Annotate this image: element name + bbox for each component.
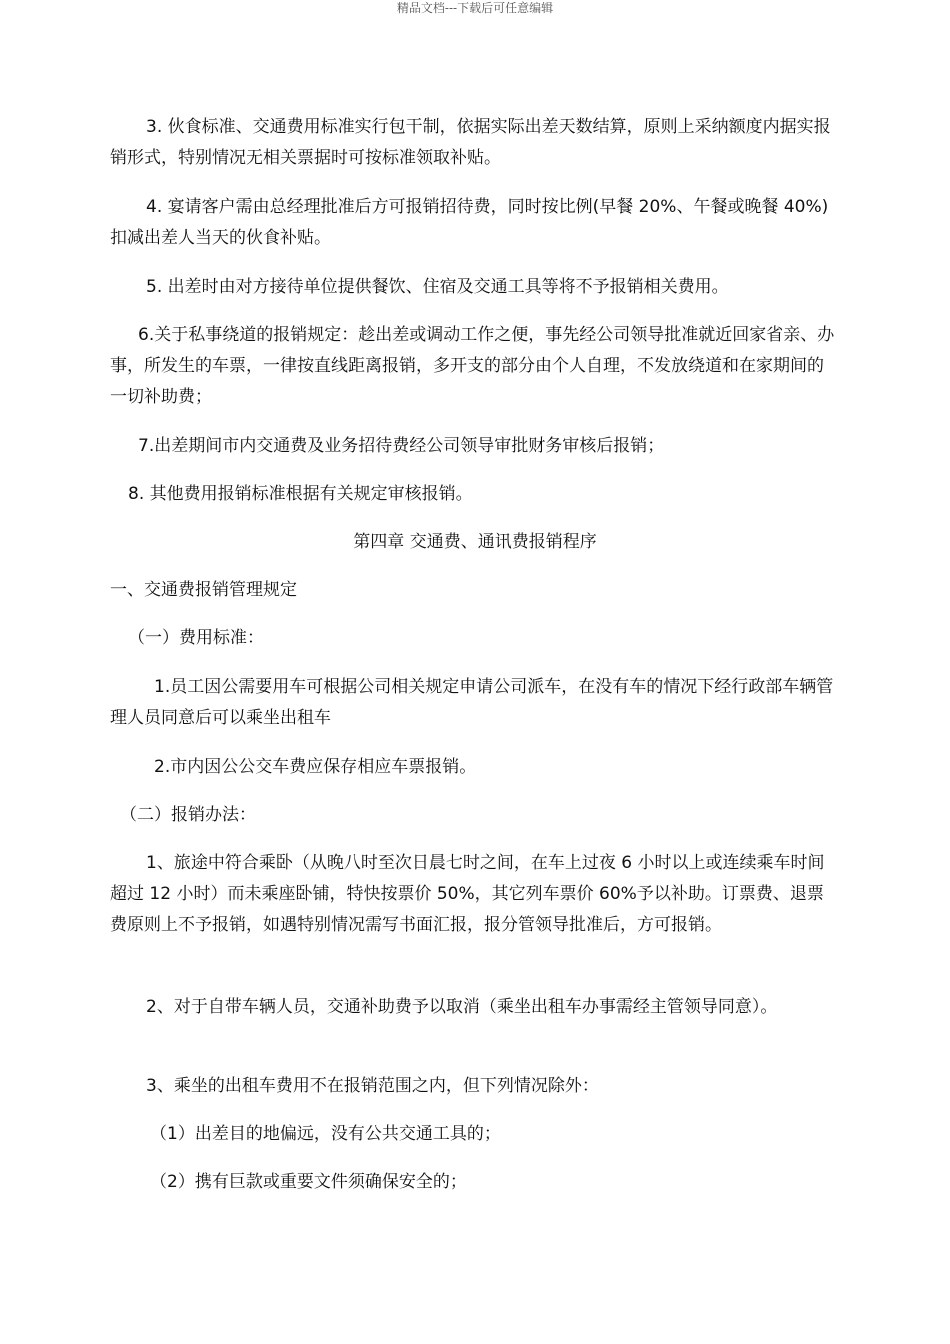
page-header: 精品文档---下载后可任意编辑 (396, 1, 554, 15)
paragraph-6: 6.关于私事绕道的报销规定：趁出差或调动工作之便，事先经公司领导批准就近回家省亲、办事，所发生的车票，一律按直线距离报销，多开支的部分由个人自理，不发放绕道和在家期间的一切补助费； (110, 325, 835, 407)
paragraph-3: 3. 伙食标准、交通费用标准实行包干制，依据实际出差天数结算，原则上采纳额度内据实报销形式，特别情况无相关票据时可按标准领取补贴。 (110, 117, 831, 168)
section-title: 一、交通费报销管理规定 (110, 580, 297, 600)
paragraph-8: 8. 其他费用报销标准根据有关规定审核报销。 (128, 484, 473, 504)
standard-item-2: 2.市内因公公交车费应保存相应车票报销。 (154, 757, 477, 777)
chapter-title: 第四章 交通费、通讯费报销程序 (353, 532, 597, 552)
method-item-2: 2、对于自带车辆人员，交通补助费予以取消（乘坐出租车办事需经主管领导同意）。 (146, 997, 778, 1017)
subsection-title-standards: （一）费用标准： (128, 628, 264, 648)
exception-item-1: （1）出差目的地偏远，没有公共交通工具的； (150, 1124, 501, 1144)
method-item-1: 1、旅途中符合乘卧（从晚八时至次日晨七时之间，在车上过夜 6 小时以上或连续乘车时间超过 12 小时）而未乘座卧铺，特快按票价 50%，其它列车票价 60%予以补助。订票费、退票费原则上不予报销，如遇特别情况需写书面汇报，报分管领导批准后，方可报销。 (110, 853, 825, 935)
paragraph-5: 5. 出差时由对方接待单位提供餐饮、住宿及交通工具等将不予报销相关费用。 (146, 277, 729, 297)
exception-item-2: （2）携有巨款或重要文件须确保安全的； (150, 1172, 467, 1192)
paragraph-7: 7.出差期间市内交通费及业务招待费经公司领导审批财务审核后报销； (138, 436, 665, 456)
method-item-3: 3、乘坐的出租车费用不在报销范围之内，但下列情况除外： (146, 1076, 599, 1096)
subsection-title-methods: （二）报销办法： (120, 805, 256, 825)
standard-item-1: 1.员工因公需要用车可根据公司相关规定申请公司派车，在没有车的情况下经行政部车辆管理人员同意后可以乘坐出租车 (110, 677, 834, 728)
paragraph-4: 4. 宴请客户需由总经理批准后方可报销招待费，同时按比例(早餐 20%、午餐或晚餐 40%)扣减出差人当天的伙食补贴。 (110, 197, 829, 248)
